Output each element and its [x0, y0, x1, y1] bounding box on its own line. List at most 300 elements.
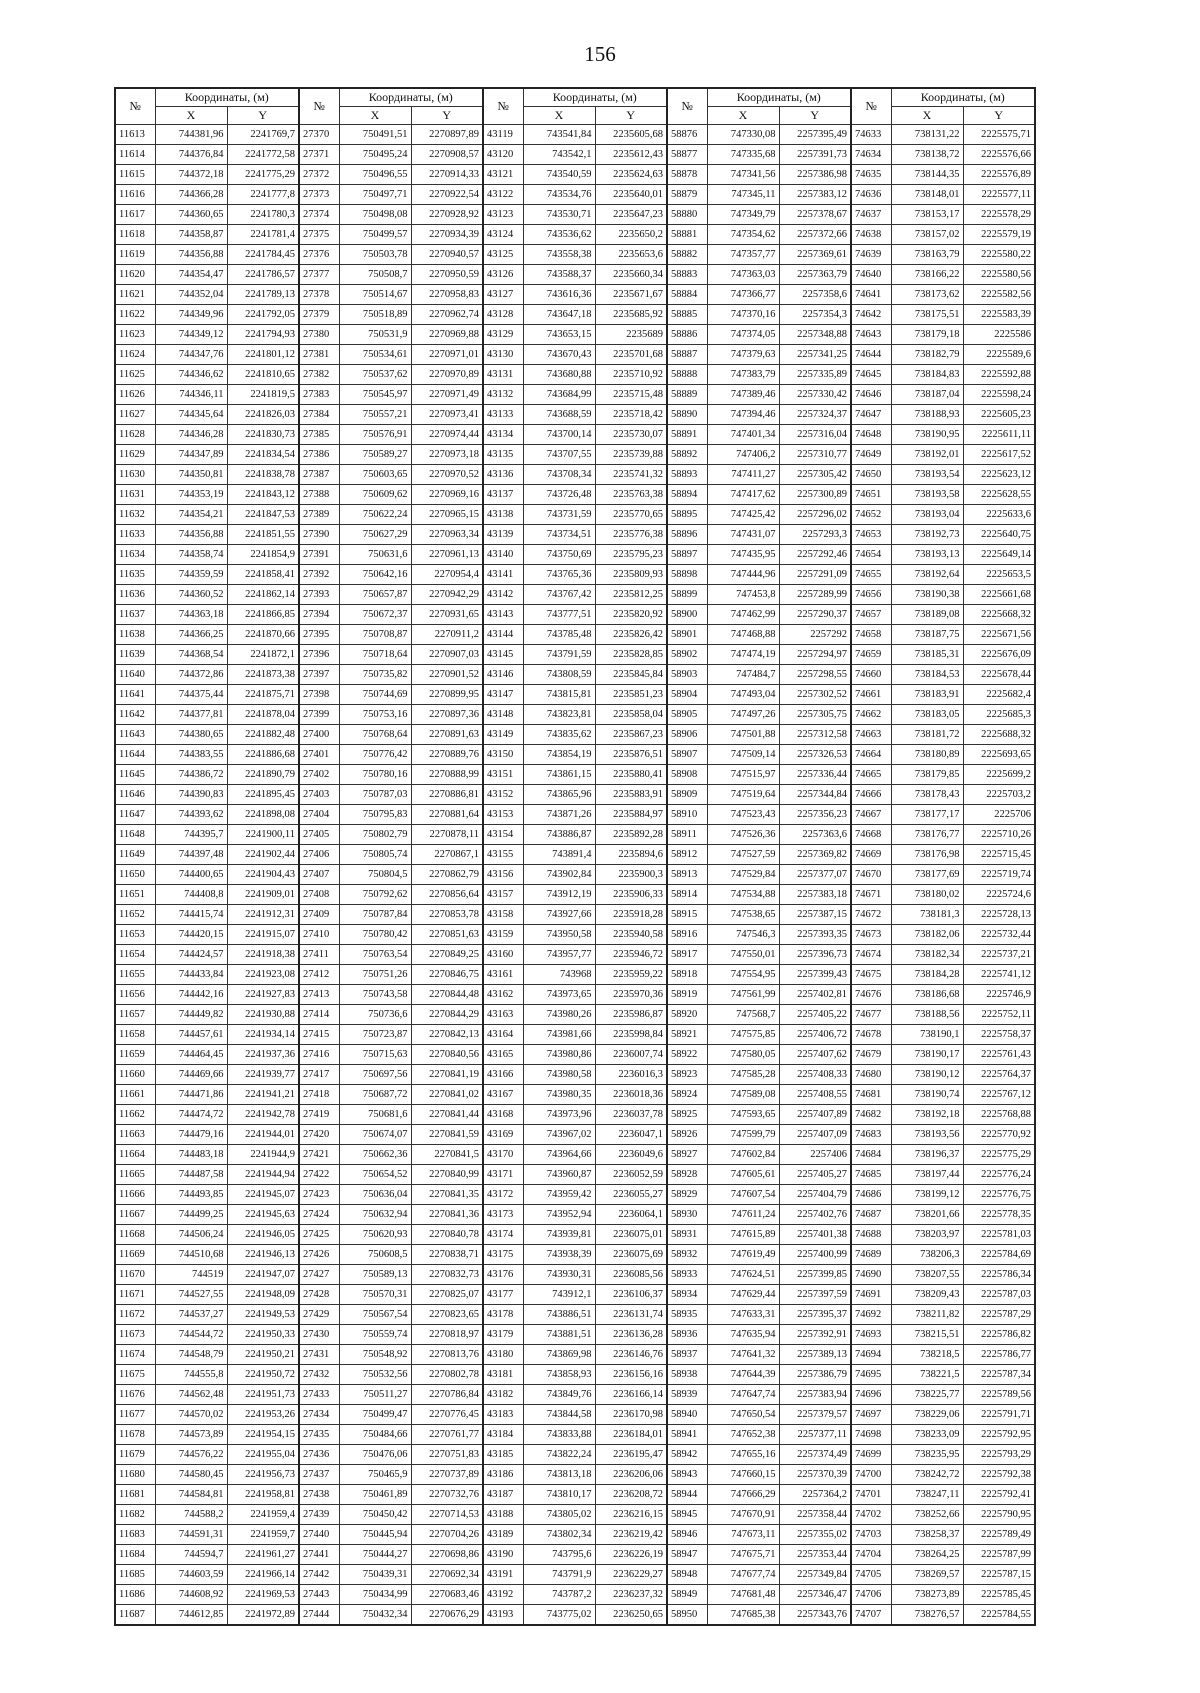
x-coordinate-cell: 738233,09 [891, 1425, 963, 1445]
x-coordinate-cell: 743938,39 [523, 1245, 595, 1265]
x-coordinate-cell: 743865,96 [523, 785, 595, 805]
table-row [115, 485, 1035, 505]
x-coordinate-cell: 738185,31 [891, 645, 963, 665]
x-coordinate-cell: 738181,72 [891, 725, 963, 745]
x-coordinate-cell: 743680,88 [523, 365, 595, 385]
point-number-cell: 74643 [851, 325, 891, 345]
header-y: Y [963, 107, 1035, 125]
y-coordinate-cell: 2241858,41 [227, 565, 299, 585]
y-coordinate-cell: 2235660,34 [595, 265, 667, 285]
table-row [115, 1045, 1035, 1065]
x-coordinate-cell: 743980,35 [523, 1085, 595, 1105]
point-number-cell: 11667 [115, 1205, 155, 1225]
point-number-cell: 11680 [115, 1465, 155, 1485]
y-coordinate-cell: 2225580,22 [963, 245, 1035, 265]
table-row [115, 785, 1035, 805]
y-coordinate-cell: 2257391,73 [779, 145, 851, 165]
x-coordinate-cell: 738186,68 [891, 985, 963, 1005]
point-number-cell: 27379 [299, 305, 339, 325]
y-coordinate-cell: 2270908,57 [411, 145, 483, 165]
x-coordinate-cell: 738131,22 [891, 125, 963, 145]
x-coordinate-cell: 744584,81 [155, 1485, 227, 1505]
point-number-cell: 74697 [851, 1405, 891, 1425]
y-coordinate-cell: 2236250,65 [595, 1605, 667, 1626]
x-coordinate-cell: 750609,62 [339, 485, 411, 505]
x-coordinate-cell: 743844,58 [523, 1405, 595, 1425]
y-coordinate-cell: 2257330,42 [779, 385, 851, 405]
x-coordinate-cell: 747389,46 [707, 385, 779, 405]
y-coordinate-cell: 2257305,42 [779, 465, 851, 485]
x-coordinate-cell: 738192,01 [891, 445, 963, 465]
point-number-cell: 27444 [299, 1605, 339, 1626]
y-coordinate-cell: 2235883,91 [595, 785, 667, 805]
y-coordinate-cell: 2257408,55 [779, 1085, 851, 1105]
x-coordinate-cell: 744591,31 [155, 1525, 227, 1545]
point-number-cell: 74678 [851, 1025, 891, 1045]
x-coordinate-cell: 743886,51 [523, 1305, 595, 1325]
y-coordinate-cell: 2270878,11 [411, 825, 483, 845]
x-coordinate-cell: 743823,81 [523, 705, 595, 725]
y-coordinate-cell: 2241944,9 [227, 1145, 299, 1165]
point-number-cell: 58899 [667, 585, 707, 605]
x-coordinate-cell: 744375,44 [155, 685, 227, 705]
x-coordinate-cell: 750763,54 [339, 945, 411, 965]
point-number-cell: 58876 [667, 125, 707, 145]
y-coordinate-cell: 2241862,14 [227, 585, 299, 605]
y-coordinate-cell: 2225732,44 [963, 925, 1035, 945]
table-row [115, 1565, 1035, 1585]
x-coordinate-cell: 747615,89 [707, 1225, 779, 1245]
y-coordinate-cell: 2257396,73 [779, 945, 851, 965]
y-coordinate-cell: 2225785,45 [963, 1585, 1035, 1605]
y-coordinate-cell: 2236229,27 [595, 1565, 667, 1585]
point-number-cell: 43121 [483, 165, 523, 185]
x-coordinate-cell: 747611,24 [707, 1205, 779, 1225]
point-number-cell: 11618 [115, 225, 155, 245]
x-coordinate-cell: 750476,06 [339, 1445, 411, 1465]
y-coordinate-cell: 2235826,42 [595, 625, 667, 645]
y-coordinate-cell: 2257291,09 [779, 565, 851, 585]
y-coordinate-cell: 2257407,62 [779, 1045, 851, 1065]
point-number-cell: 74677 [851, 1005, 891, 1025]
x-coordinate-cell: 743808,59 [523, 665, 595, 685]
y-coordinate-cell: 2257387,15 [779, 905, 851, 925]
x-coordinate-cell: 744363,18 [155, 605, 227, 625]
y-coordinate-cell: 2235998,84 [595, 1025, 667, 1045]
point-number-cell: 58942 [667, 1445, 707, 1465]
x-coordinate-cell: 747629,44 [707, 1285, 779, 1305]
y-coordinate-cell: 2257363,79 [779, 265, 851, 285]
header-row-groups [115, 88, 1035, 107]
x-coordinate-cell: 738176,98 [891, 845, 963, 865]
point-number-cell: 27407 [299, 865, 339, 885]
point-number-cell: 58900 [667, 605, 707, 625]
y-coordinate-cell: 2225577,11 [963, 185, 1035, 205]
point-number-cell: 43126 [483, 265, 523, 285]
x-coordinate-cell: 738218,5 [891, 1345, 963, 1365]
x-coordinate-cell: 738235,95 [891, 1445, 963, 1465]
x-coordinate-cell: 743707,55 [523, 445, 595, 465]
y-coordinate-cell: 2225605,23 [963, 405, 1035, 425]
point-number-cell: 74659 [851, 645, 891, 665]
y-coordinate-cell: 2225792,95 [963, 1425, 1035, 1445]
point-number-cell: 27405 [299, 825, 339, 845]
point-number-cell: 11674 [115, 1345, 155, 1365]
point-number-cell: 74647 [851, 405, 891, 425]
point-number-cell: 58886 [667, 325, 707, 345]
x-coordinate-cell: 738182,06 [891, 925, 963, 945]
x-coordinate-cell: 750780,16 [339, 765, 411, 785]
x-coordinate-cell: 744506,24 [155, 1225, 227, 1245]
x-coordinate-cell: 743670,43 [523, 345, 595, 365]
x-coordinate-cell: 738197,44 [891, 1165, 963, 1185]
x-coordinate-cell: 743902,84 [523, 865, 595, 885]
point-number-cell: 58877 [667, 145, 707, 165]
x-coordinate-cell: 750620,93 [339, 1225, 411, 1245]
point-number-cell: 58918 [667, 965, 707, 985]
x-coordinate-cell: 743952,94 [523, 1205, 595, 1225]
y-coordinate-cell: 2236049,6 [595, 1145, 667, 1165]
x-coordinate-cell: 744499,25 [155, 1205, 227, 1225]
point-number-cell: 43173 [483, 1205, 523, 1225]
x-coordinate-cell: 744487,58 [155, 1165, 227, 1185]
y-coordinate-cell: 2225575,71 [963, 125, 1035, 145]
point-number-cell: 74645 [851, 365, 891, 385]
y-coordinate-cell: 2270969,88 [411, 325, 483, 345]
y-coordinate-cell: 2235906,33 [595, 885, 667, 905]
x-coordinate-cell: 738187,75 [891, 625, 963, 645]
point-number-cell: 43182 [483, 1385, 523, 1405]
x-coordinate-cell: 743765,36 [523, 565, 595, 585]
x-coordinate-cell: 743802,34 [523, 1525, 595, 1545]
table-row [115, 345, 1035, 365]
y-coordinate-cell: 2257407,09 [779, 1125, 851, 1145]
point-number-cell: 11655 [115, 965, 155, 985]
x-coordinate-cell: 747605,61 [707, 1165, 779, 1185]
point-number-cell: 74679 [851, 1045, 891, 1065]
y-coordinate-cell: 2257378,67 [779, 205, 851, 225]
header-x: X [155, 107, 227, 125]
point-number-cell: 11681 [115, 1485, 155, 1505]
point-number-cell: 43190 [483, 1545, 523, 1565]
point-number-cell: 74667 [851, 805, 891, 825]
x-coordinate-cell: 747619,49 [707, 1245, 779, 1265]
x-coordinate-cell: 738193,13 [891, 545, 963, 565]
x-coordinate-cell: 750603,65 [339, 465, 411, 485]
y-coordinate-cell: 2235650,2 [595, 225, 667, 245]
point-number-cell: 27410 [299, 925, 339, 945]
y-coordinate-cell: 2235685,92 [595, 305, 667, 325]
table-row [115, 705, 1035, 725]
y-coordinate-cell: 2270950,59 [411, 265, 483, 285]
y-coordinate-cell: 2241939,77 [227, 1065, 299, 1085]
y-coordinate-cell: 2270840,78 [411, 1225, 483, 1245]
x-coordinate-cell: 743912,19 [523, 885, 595, 905]
x-coordinate-cell: 743964,66 [523, 1145, 595, 1165]
y-coordinate-cell: 2270862,79 [411, 865, 483, 885]
point-number-cell: 58929 [667, 1185, 707, 1205]
point-number-cell: 74663 [851, 725, 891, 745]
point-number-cell: 11654 [115, 945, 155, 965]
y-coordinate-cell: 2257402,81 [779, 985, 851, 1005]
point-number-cell: 27397 [299, 665, 339, 685]
x-coordinate-cell: 744372,18 [155, 165, 227, 185]
table-row [115, 565, 1035, 585]
x-coordinate-cell: 743542,1 [523, 145, 595, 165]
point-number-cell: 11619 [115, 245, 155, 265]
y-coordinate-cell: 2241900,11 [227, 825, 299, 845]
point-number-cell: 27381 [299, 345, 339, 365]
x-coordinate-cell: 750567,54 [339, 1305, 411, 1325]
x-coordinate-cell: 747650,54 [707, 1405, 779, 1425]
point-number-cell: 43145 [483, 645, 523, 665]
x-coordinate-cell: 738144,35 [891, 165, 963, 185]
x-coordinate-cell: 743791,59 [523, 645, 595, 665]
x-coordinate-cell: 738193,58 [891, 485, 963, 505]
point-number-cell: 43139 [483, 525, 523, 545]
point-number-cell: 43168 [483, 1105, 523, 1125]
x-coordinate-cell: 747624,51 [707, 1265, 779, 1285]
y-coordinate-cell: 2241772,58 [227, 145, 299, 165]
x-coordinate-cell: 743541,84 [523, 125, 595, 145]
table-row [115, 1285, 1035, 1305]
y-coordinate-cell: 2225786,82 [963, 1325, 1035, 1345]
point-number-cell: 43162 [483, 985, 523, 1005]
table-row [115, 1245, 1035, 1265]
point-number-cell: 74704 [851, 1545, 891, 1565]
point-number-cell: 74652 [851, 505, 891, 525]
y-coordinate-cell: 2225781,03 [963, 1225, 1035, 1245]
y-coordinate-cell: 2270823,65 [411, 1305, 483, 1325]
point-number-cell: 11649 [115, 845, 155, 865]
point-number-cell: 58920 [667, 1005, 707, 1025]
x-coordinate-cell: 750627,29 [339, 525, 411, 545]
x-coordinate-cell: 743588,37 [523, 265, 595, 285]
y-coordinate-cell: 2235884,97 [595, 805, 667, 825]
x-coordinate-cell: 747607,54 [707, 1185, 779, 1205]
y-coordinate-cell: 2225786,34 [963, 1265, 1035, 1285]
y-coordinate-cell: 2270914,33 [411, 165, 483, 185]
y-coordinate-cell: 2257290,37 [779, 605, 851, 625]
y-coordinate-cell: 2235739,88 [595, 445, 667, 465]
y-coordinate-cell: 2241784,45 [227, 245, 299, 265]
x-coordinate-cell: 744573,89 [155, 1425, 227, 1445]
x-coordinate-cell: 747660,15 [707, 1465, 779, 1485]
point-number-cell: 43164 [483, 1025, 523, 1045]
x-coordinate-cell: 750518,89 [339, 305, 411, 325]
point-number-cell: 74640 [851, 265, 891, 285]
y-coordinate-cell: 2270851,63 [411, 925, 483, 945]
point-number-cell: 74637 [851, 205, 891, 225]
y-coordinate-cell: 2235689 [595, 325, 667, 345]
y-coordinate-cell: 2225586 [963, 325, 1035, 345]
y-coordinate-cell: 2257386,79 [779, 1365, 851, 1385]
point-number-cell: 74684 [851, 1145, 891, 1165]
x-coordinate-cell: 743688,59 [523, 405, 595, 425]
table-row [115, 525, 1035, 545]
y-coordinate-cell: 2241780,3 [227, 205, 299, 225]
y-coordinate-cell: 2235892,28 [595, 825, 667, 845]
x-coordinate-cell: 743731,59 [523, 505, 595, 525]
x-coordinate-cell: 747677,74 [707, 1565, 779, 1585]
point-number-cell: 58913 [667, 865, 707, 885]
x-coordinate-cell: 738184,53 [891, 665, 963, 685]
x-coordinate-cell: 750805,74 [339, 845, 411, 865]
x-coordinate-cell: 747534,88 [707, 885, 779, 905]
table-row [115, 765, 1035, 785]
x-coordinate-cell: 744346,11 [155, 385, 227, 405]
y-coordinate-cell: 2270942,29 [411, 585, 483, 605]
x-coordinate-cell: 738148,01 [891, 185, 963, 205]
x-coordinate-cell: 744383,55 [155, 745, 227, 765]
point-number-cell: 58885 [667, 305, 707, 325]
x-coordinate-cell: 738192,73 [891, 525, 963, 545]
point-number-cell: 74644 [851, 345, 891, 365]
point-number-cell: 27415 [299, 1025, 339, 1045]
point-number-cell: 27385 [299, 425, 339, 445]
point-number-cell: 74705 [851, 1565, 891, 1585]
x-coordinate-cell: 744483,18 [155, 1145, 227, 1165]
point-number-cell: 58938 [667, 1365, 707, 1385]
y-coordinate-cell: 2270841,44 [411, 1105, 483, 1125]
header-num: № [483, 88, 523, 125]
y-coordinate-cell: 2225579,19 [963, 225, 1035, 245]
x-coordinate-cell: 743815,81 [523, 685, 595, 705]
table-row [115, 1445, 1035, 1465]
point-number-cell: 74665 [851, 765, 891, 785]
table-row [115, 1025, 1035, 1045]
x-coordinate-cell: 744372,86 [155, 665, 227, 685]
table-row [115, 925, 1035, 945]
x-coordinate-cell: 744349,12 [155, 325, 227, 345]
y-coordinate-cell: 2236007,74 [595, 1045, 667, 1065]
y-coordinate-cell: 2235653,6 [595, 245, 667, 265]
table-row [115, 365, 1035, 385]
point-number-cell: 27429 [299, 1305, 339, 1325]
x-coordinate-cell: 738184,28 [891, 965, 963, 985]
x-coordinate-cell: 747523,43 [707, 805, 779, 825]
header-x: X [891, 107, 963, 125]
y-coordinate-cell: 2270698,86 [411, 1545, 483, 1565]
y-coordinate-cell: 2270961,13 [411, 545, 483, 565]
y-coordinate-cell: 2225617,52 [963, 445, 1035, 465]
point-number-cell: 43181 [483, 1365, 523, 1385]
point-number-cell: 27386 [299, 445, 339, 465]
x-coordinate-cell: 750532,56 [339, 1365, 411, 1385]
point-number-cell: 58943 [667, 1465, 707, 1485]
point-number-cell: 11657 [115, 1005, 155, 1025]
y-coordinate-cell: 2270897,36 [411, 705, 483, 725]
point-number-cell: 58892 [667, 445, 707, 465]
y-coordinate-cell: 2257395,49 [779, 125, 851, 145]
point-number-cell: 58933 [667, 1265, 707, 1285]
x-coordinate-cell: 738175,51 [891, 305, 963, 325]
y-coordinate-cell: 2225792,38 [963, 1465, 1035, 1485]
y-coordinate-cell: 2235820,92 [595, 605, 667, 625]
point-number-cell: 27374 [299, 205, 339, 225]
y-coordinate-cell: 2225787,34 [963, 1365, 1035, 1385]
point-number-cell: 43165 [483, 1045, 523, 1065]
x-coordinate-cell: 750514,67 [339, 285, 411, 305]
y-coordinate-cell: 2270907,03 [411, 645, 483, 665]
y-coordinate-cell: 2270888,99 [411, 765, 483, 785]
y-coordinate-cell: 2241951,73 [227, 1385, 299, 1405]
table-row [115, 625, 1035, 645]
table-row [115, 805, 1035, 825]
table-row [115, 1225, 1035, 1245]
y-coordinate-cell: 2270840,99 [411, 1165, 483, 1185]
point-number-cell: 43131 [483, 365, 523, 385]
table-row [115, 905, 1035, 925]
x-coordinate-cell: 744612,85 [155, 1605, 227, 1626]
point-number-cell: 43140 [483, 545, 523, 565]
y-coordinate-cell: 2241870,66 [227, 625, 299, 645]
x-coordinate-cell: 738269,57 [891, 1565, 963, 1585]
y-coordinate-cell: 2270891,63 [411, 725, 483, 745]
y-coordinate-cell: 2241949,53 [227, 1305, 299, 1325]
x-coordinate-cell: 744359,59 [155, 565, 227, 585]
x-coordinate-cell: 743750,69 [523, 545, 595, 565]
y-coordinate-cell: 2270911,2 [411, 625, 483, 645]
point-number-cell: 27376 [299, 245, 339, 265]
point-number-cell: 11665 [115, 1165, 155, 1185]
y-coordinate-cell: 2257289,99 [779, 585, 851, 605]
point-number-cell: 58926 [667, 1125, 707, 1145]
y-coordinate-cell: 2225592,88 [963, 365, 1035, 385]
point-number-cell: 43193 [483, 1605, 523, 1626]
x-coordinate-cell: 743787,2 [523, 1585, 595, 1605]
y-coordinate-cell: 2225633,6 [963, 505, 1035, 525]
point-number-cell: 74666 [851, 785, 891, 805]
y-coordinate-cell: 2225576,66 [963, 145, 1035, 165]
y-coordinate-cell: 2257364,2 [779, 1485, 851, 1505]
x-coordinate-cell: 750531,9 [339, 325, 411, 345]
y-coordinate-cell: 2235845,84 [595, 665, 667, 685]
point-number-cell: 11683 [115, 1525, 155, 1545]
point-number-cell: 27424 [299, 1205, 339, 1225]
point-number-cell: 27384 [299, 405, 339, 425]
y-coordinate-cell: 2257300,89 [779, 485, 851, 505]
point-number-cell: 74670 [851, 865, 891, 885]
x-coordinate-cell: 750499,47 [339, 1405, 411, 1425]
x-coordinate-cell: 738190,17 [891, 1045, 963, 1065]
point-number-cell: 11628 [115, 425, 155, 445]
x-coordinate-cell: 750662,36 [339, 1145, 411, 1165]
point-number-cell: 58887 [667, 345, 707, 365]
y-coordinate-cell: 2225661,68 [963, 585, 1035, 605]
y-coordinate-cell: 2257353,44 [779, 1545, 851, 1565]
point-number-cell: 11635 [115, 565, 155, 585]
y-coordinate-cell: 2235640,01 [595, 185, 667, 205]
y-coordinate-cell: 2257324,37 [779, 405, 851, 425]
x-coordinate-cell: 744349,96 [155, 305, 227, 325]
x-coordinate-cell: 750589,27 [339, 445, 411, 465]
x-coordinate-cell: 738273,89 [891, 1585, 963, 1605]
point-number-cell: 27408 [299, 885, 339, 905]
table-row [115, 305, 1035, 325]
y-coordinate-cell: 2257296,02 [779, 505, 851, 525]
point-number-cell: 74692 [851, 1305, 891, 1325]
point-number-cell: 43184 [483, 1425, 523, 1445]
x-coordinate-cell: 743700,14 [523, 425, 595, 445]
y-coordinate-cell: 2257358,6 [779, 285, 851, 305]
y-coordinate-cell: 2225775,29 [963, 1145, 1035, 1165]
point-number-cell: 27435 [299, 1425, 339, 1445]
header-y: Y [595, 107, 667, 125]
point-number-cell: 11661 [115, 1085, 155, 1105]
x-coordinate-cell: 750439,31 [339, 1565, 411, 1585]
y-coordinate-cell: 2225768,88 [963, 1105, 1035, 1125]
